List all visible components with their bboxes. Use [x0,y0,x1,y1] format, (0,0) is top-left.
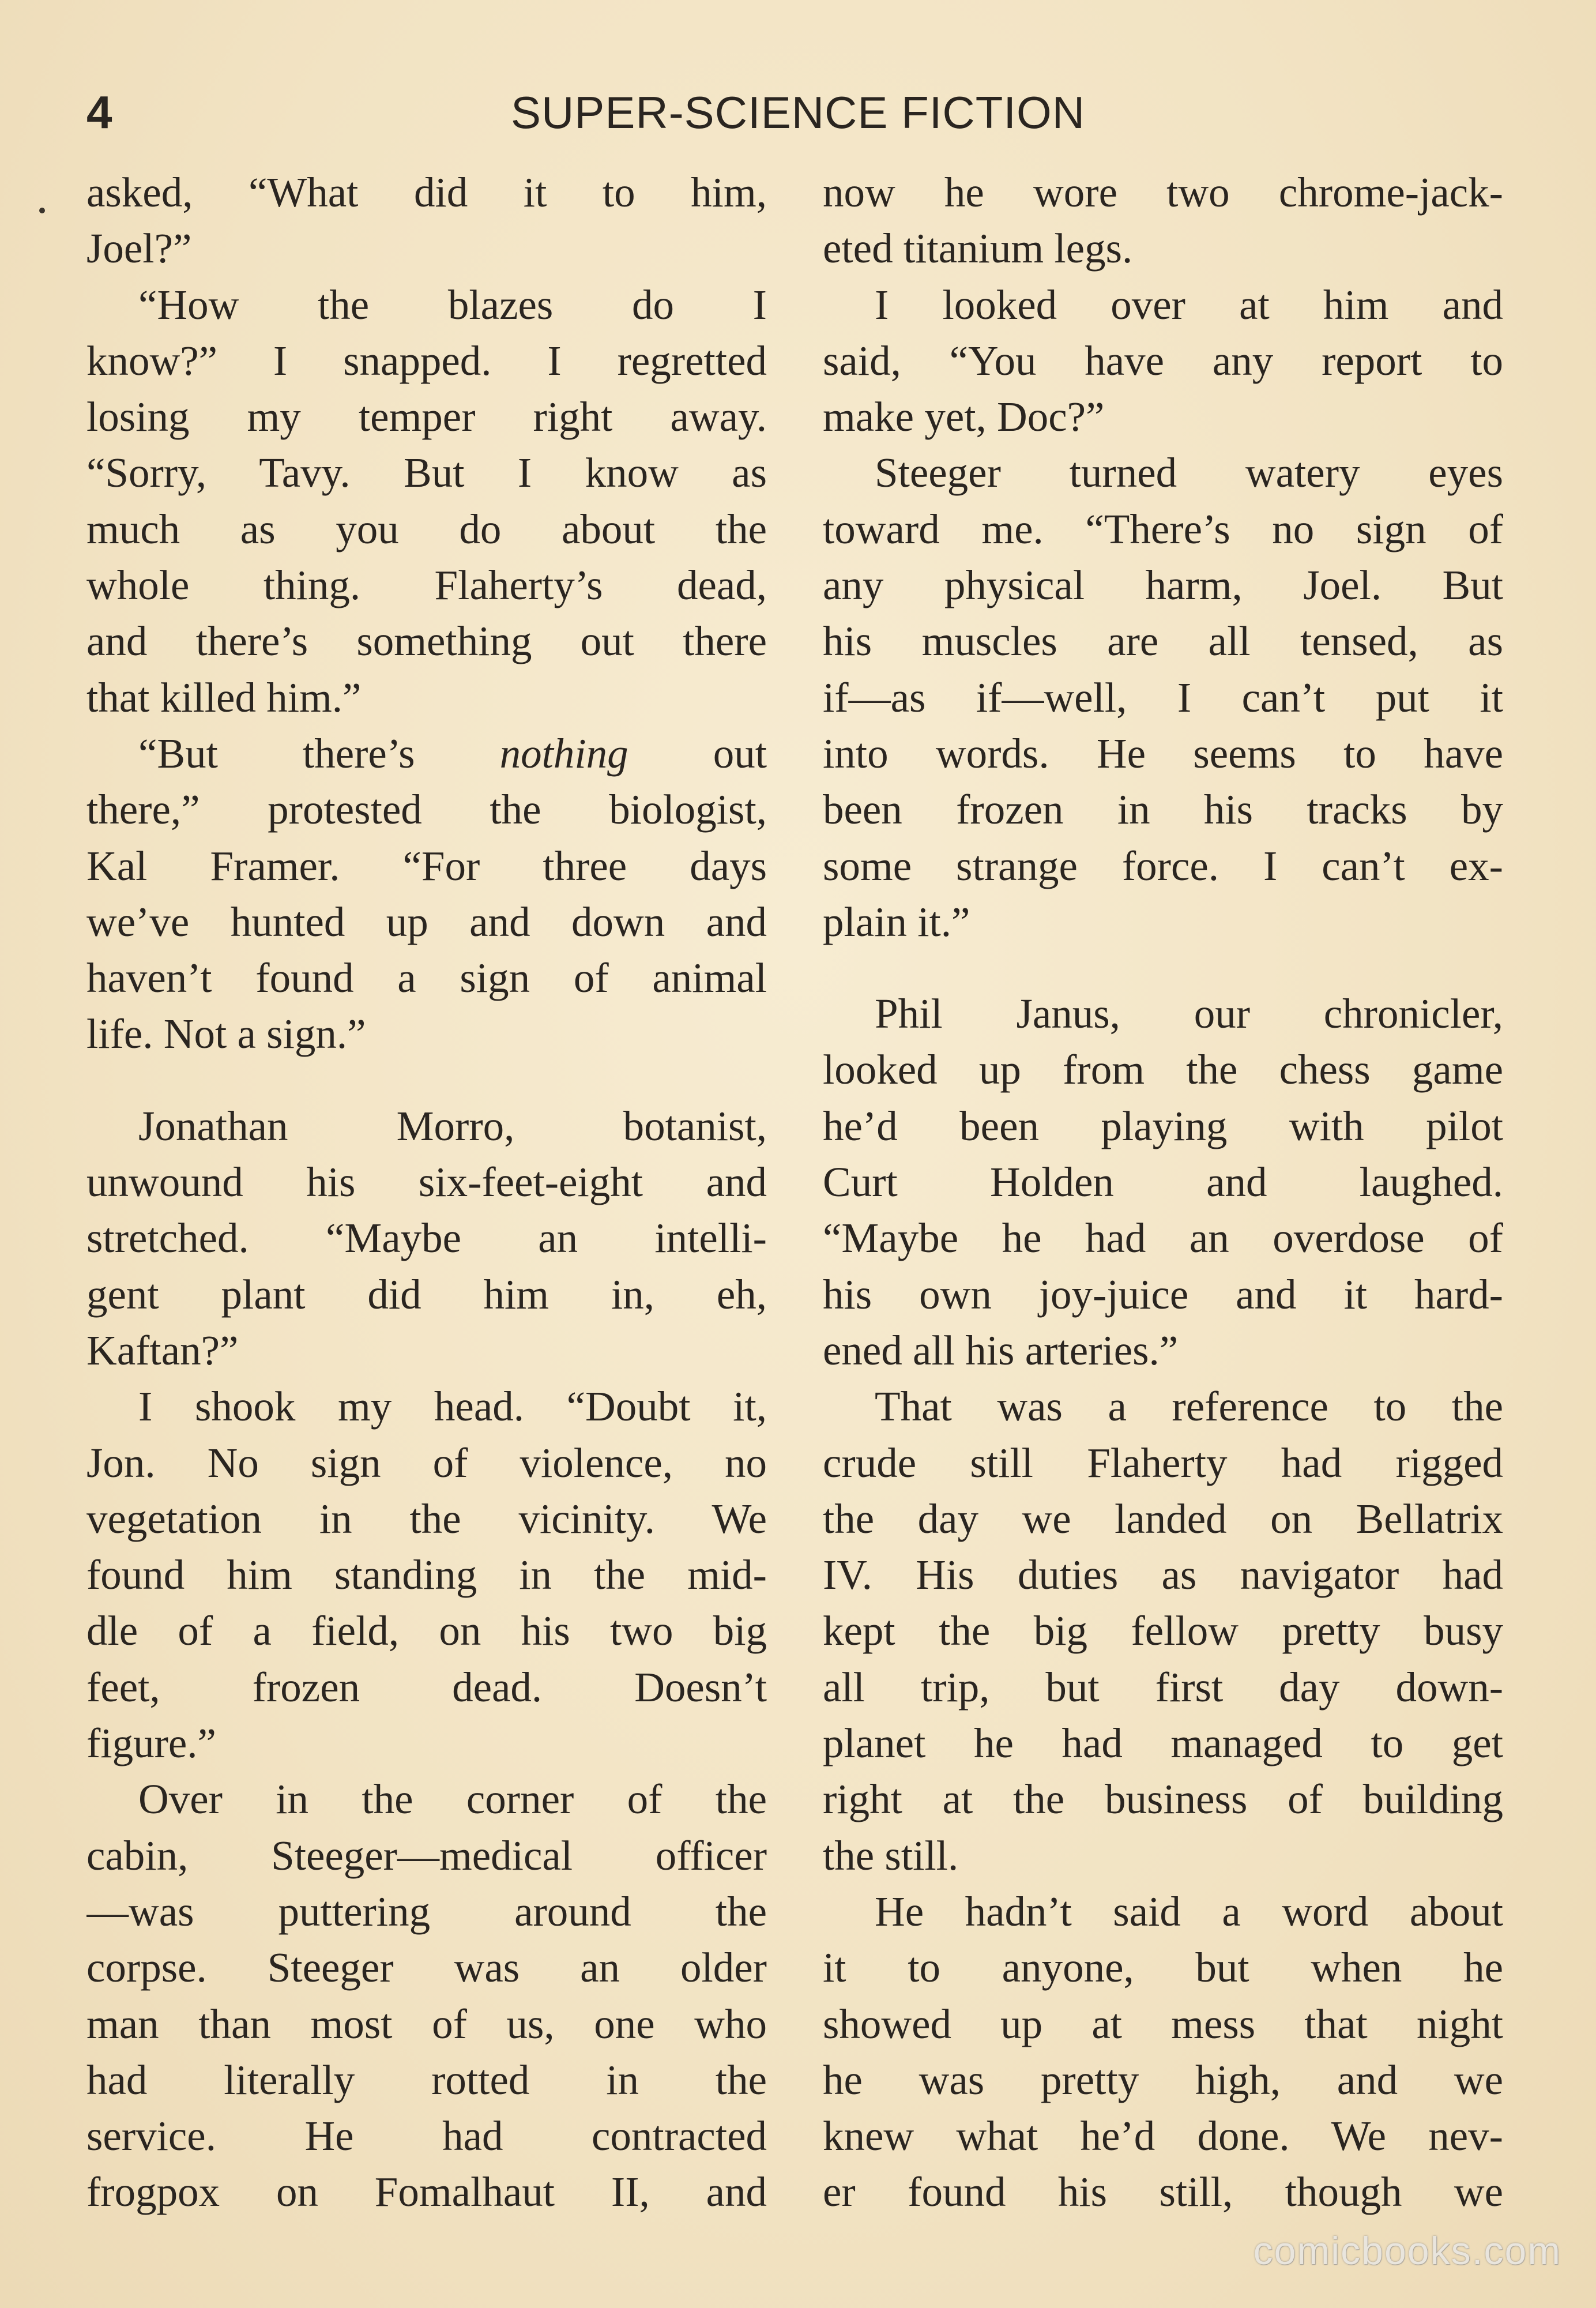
text-line: planet he had managed to get [823,1720,1503,1767]
text-line: I shook my head. “Doubt it, [138,1383,767,1430]
text-line: dle of a field, on his two big [86,1607,767,1655]
text-line: life. Not a sign.” [86,1010,366,1058]
text-line: we’ve hunted up and down and [86,898,767,945]
text-line: much as you do about the [86,505,767,552]
text-line: and there’s something out there [86,618,767,665]
paragraph [86,1771,767,2220]
text-line: service. He had contracted [86,2112,767,2160]
text-line: figure.” [86,1720,216,1767]
text-line: “But there’s nothing out [138,730,767,777]
text-line: He hadn’t said a word about [875,1888,1503,1935]
text-line: I looked over at him and [875,281,1503,328]
paragraph [823,164,1503,277]
text-line: ened all his arteries.” [823,1326,1179,1374]
text-line: Kaftan?” [86,1326,239,1374]
text-line: he was pretty high, and we [823,2056,1503,2103]
paragraph [86,1378,767,1771]
ink-speck [39,208,45,213]
paragraph [86,726,767,1062]
paragraph [823,1378,1503,1884]
text-line: showed up at mess that night [823,2000,1503,2047]
text-line: cabin, Steeger—medical officer [86,1832,767,1879]
text-line: had literally rotted in the [86,2056,767,2103]
text-line: “Sorry, Tavy. But I know as [86,449,767,497]
text-line: that killed him.” [86,674,362,721]
text-line: the day we landed on Bellatrix [823,1495,1503,1542]
text-line: he’d been playing with pilot [823,1102,1503,1149]
text-line: Joel?” [86,225,192,272]
watermark: comicbooks.com [1253,2229,1561,2273]
text-line: found him standing in the mid- [86,1551,767,1599]
text-line: the still. [823,1832,959,1879]
text-line: crude still Flaherty had rigged [823,1439,1503,1486]
text-line: his own joy-juice and it hard- [823,1270,1503,1318]
running-head: SUPER-SCIENCE FICTION [510,87,1086,138]
text-line: into words. He seems to have [823,730,1503,777]
text-line: plain it.” [823,898,970,945]
text-line: Jon. No sign of violence, no [86,1439,767,1486]
text-line: “Maybe he had an overdose of [823,1215,1503,1262]
page-header [81,81,1515,144]
text-line: asked, “What did it to him, [86,169,767,216]
text-line: whole thing. Flaherty’s dead, [86,562,767,609]
text-line: man than most of us, one who [86,2000,767,2047]
text-line: corpse. Steeger was an older [86,1944,767,1991]
text-line: there,” protested the biologist, [86,786,767,833]
paragraph-gap [823,950,1503,986]
text-line: That was a reference to the [875,1383,1503,1430]
text-line: right at the business of building [823,1776,1503,1823]
text-line: Kal Framer. “For three days [86,842,767,889]
text-line: Over in the corner of the [138,1776,767,1823]
text-line: his muscles are all tensed, as [823,618,1503,665]
text-line: er found his still, though we [823,2168,1503,2216]
text-line: gent plant did him in, eh, [86,1270,767,1318]
text-line: haven’t found a sign of animal [86,954,767,1002]
paragraph [823,277,1503,445]
text-line: been frozen in his tracks by [823,786,1503,833]
text-line: stretched. “Maybe an intelli- [86,1215,767,1262]
text-line: feet, frozen dead. Doesn’t [86,1663,767,1711]
text-line: Jonathan Morro, botanist, [138,1102,767,1149]
text-line: know?” I snapped. I regretted [86,337,767,384]
left-column [86,164,767,2220]
text-line: unwound his six-feet-eight and [86,1159,767,1206]
paragraph [86,164,767,277]
text-line: said, “You have any report to [823,337,1503,384]
paragraph [823,1884,1503,2220]
text-line: eted titanium legs. [823,225,1133,272]
text-line: Phil Janus, our chronicler, [875,990,1503,1038]
text-line: make yet, Doc?” [823,393,1105,441]
text-line: losing my temper right away. [86,393,767,441]
text-line: all trip, but first day down- [823,1663,1503,1711]
text-line: kept the big fellow pretty busy [823,1607,1503,1655]
paragraph [86,1098,767,1378]
text-line: it to anyone, but when he [823,1944,1503,1991]
text-line: “How the blazes do I [138,281,767,328]
page-number: 4 [86,87,112,138]
text-line: now he wore two chrome-jack- [823,169,1503,216]
text-line: some strange force. I can’t ex- [823,842,1503,889]
text-line: frogpox on Fomalhaut II, and [86,2168,767,2216]
paragraph [823,986,1503,1378]
text-line: looked up from the chess game [823,1046,1503,1093]
paragraph [86,277,767,726]
text-line: Steeger turned watery eyes [875,449,1503,497]
text-line: toward me. “There’s no sign of [823,505,1503,552]
text-line: vegetation in the vicinity. We [86,1495,767,1542]
right-column [823,164,1503,2220]
paragraph [823,445,1503,950]
text-line: Curt Holden and laughed. [823,1159,1503,1206]
text-line: knew what he’d done. We nev- [823,2112,1503,2160]
text-line: —was puttering around the [86,1888,767,1935]
text-line: if—as if—well, I can’t put it [823,674,1503,721]
paragraph-gap [86,1062,767,1098]
text-line: IV. His duties as navigator had [823,1551,1503,1599]
text-line: any physical harm, Joel. But [823,562,1503,609]
